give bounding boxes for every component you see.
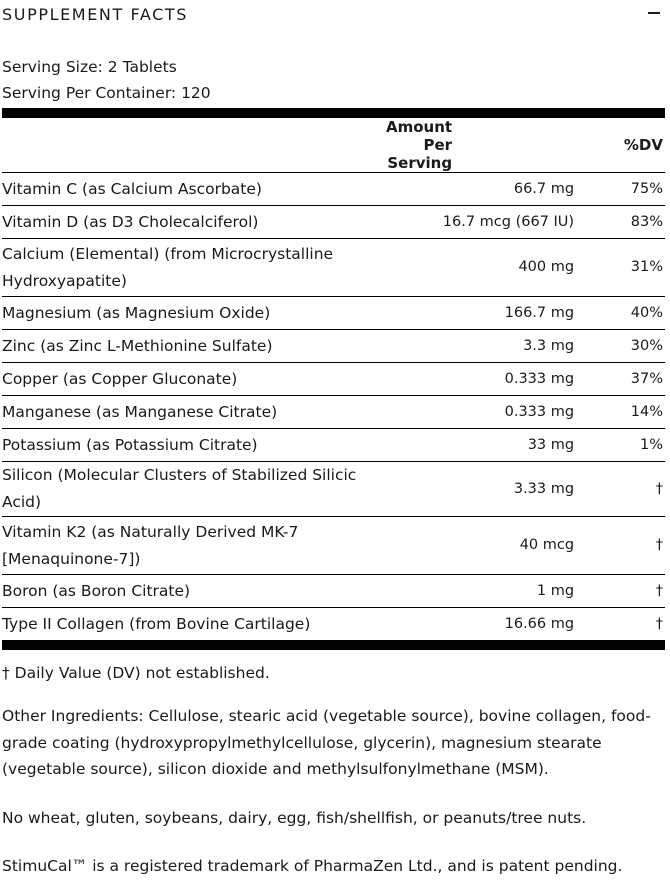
amount-per-serving: 0.333 mg [386,363,574,396]
table-row [2,206,665,239]
daily-value-percent: † [574,462,665,517]
daily-value-percent: 37% [574,363,665,396]
trademark-statement: StimuCal™ is a registered trademark of PharmaZen Ltd., and is patent pending. [2,857,623,875]
daily-value-percent: 1% [574,429,665,462]
nutrient-name: Potassium (as Potassium Citrate) [2,429,386,462]
table-row [2,330,665,363]
collapse-toggle-button[interactable] [647,3,661,23]
table-row [2,429,665,462]
nutrient-name: Magnesium (as Magnesium Oxide) [2,297,386,330]
serving-size: Serving Size: 2 Tablets [2,58,177,76]
allergen-statement: No wheat, gluten, soybeans, dairy, egg, fish/shellfish, or peanuts/tree nuts. [2,808,587,827]
table-row [2,608,665,641]
amount-per-serving: 16.7 mcg (667 IU) [386,206,574,239]
dv-column-header: %DV [574,118,665,173]
amount-per-serving: 1 mg [386,575,574,608]
nutrient-name: Vitamin K2 (as Naturally Derived MK-7 [Menaquinone-7]) [2,517,386,575]
nutrient-name: Vitamin C (as Calcium Ascorbate) [2,173,386,206]
amount-per-serving: 400 mg [386,239,574,297]
dv-footnote: † Daily Value (DV) not established. [2,664,270,682]
amount-per-serving: 0.333 mg [386,396,574,429]
daily-value-percent: 40% [574,297,665,330]
daily-value-percent: † [574,575,665,608]
thick-divider [2,640,665,650]
daily-value-percent: † [574,517,665,575]
nutrient-column-header [2,118,386,173]
amount-per-serving: 33 mg [386,429,574,462]
table-row [2,239,665,297]
amount-per-serving: 66.7 mg [386,173,574,206]
nutrient-name: Manganese (as Manganese Citrate) [2,396,386,429]
daily-value-percent: † [655,615,663,632]
nutrient-name: Silicon (Molecular Clusters of Stabilized Silicic Acid) [2,462,386,517]
amount-per-serving: 16.66 mg [504,615,575,632]
daily-value-percent: 75% [574,173,665,206]
daily-value-percent: 14% [574,396,665,429]
section-header [2,0,667,26]
amount-per-serving: 166.7 mg [386,297,574,330]
serving-info [2,54,667,106]
table-row [2,297,665,330]
daily-value-percent: 31% [574,239,665,297]
facts-table-body [2,173,665,641]
nutrient-name: Vitamin D (as D3 Cholecalciferol) [2,206,386,239]
nutrient-name: Copper (as Copper Gluconate) [2,363,386,396]
amount-per-serving: 3.3 mg [386,330,574,363]
nutrient-name: Calcium (Elemental) (from Microcrystalline Hydroxyapatite) [2,239,386,297]
table-row [2,517,665,575]
daily-value-percent: 83% [574,206,665,239]
minus-icon [648,12,660,14]
servings-per-container: Serving Per Container: 120 [2,84,211,102]
amount-column-header: Amount Per Serving [386,118,574,173]
thick-divider [2,108,665,118]
table-row [2,363,665,396]
nutrient-name: Boron (as Boron Citrate) [2,575,386,608]
table-header-row [2,118,665,173]
facts-table [2,118,665,640]
nutrient-name: Type II Collagen (from Bovine Cartilage) [2,614,311,633]
daily-value-percent: 30% [574,330,665,363]
table-row [2,173,665,206]
amount-per-serving: 40 mcg [386,517,574,575]
nutrient-name: Zinc (as Zinc L-Methionine Sulfate) [2,330,386,363]
table-row [2,575,665,608]
other-ingredients: Other Ingredients: Cellulose, stearic acid (vegetable source), bovine collagen, food-grade coating (hydroxypropylmethylcellulose, glycerin), magnesium stearate (vegetable source), silicon dioxide and methylsulfonylmethane (MSM). [2,707,651,778]
section-title: SUPPLEMENT FACTS [2,4,189,24]
amount-per-serving: 3.33 mg [386,462,574,517]
table-row [2,462,665,517]
table-row [2,396,665,429]
